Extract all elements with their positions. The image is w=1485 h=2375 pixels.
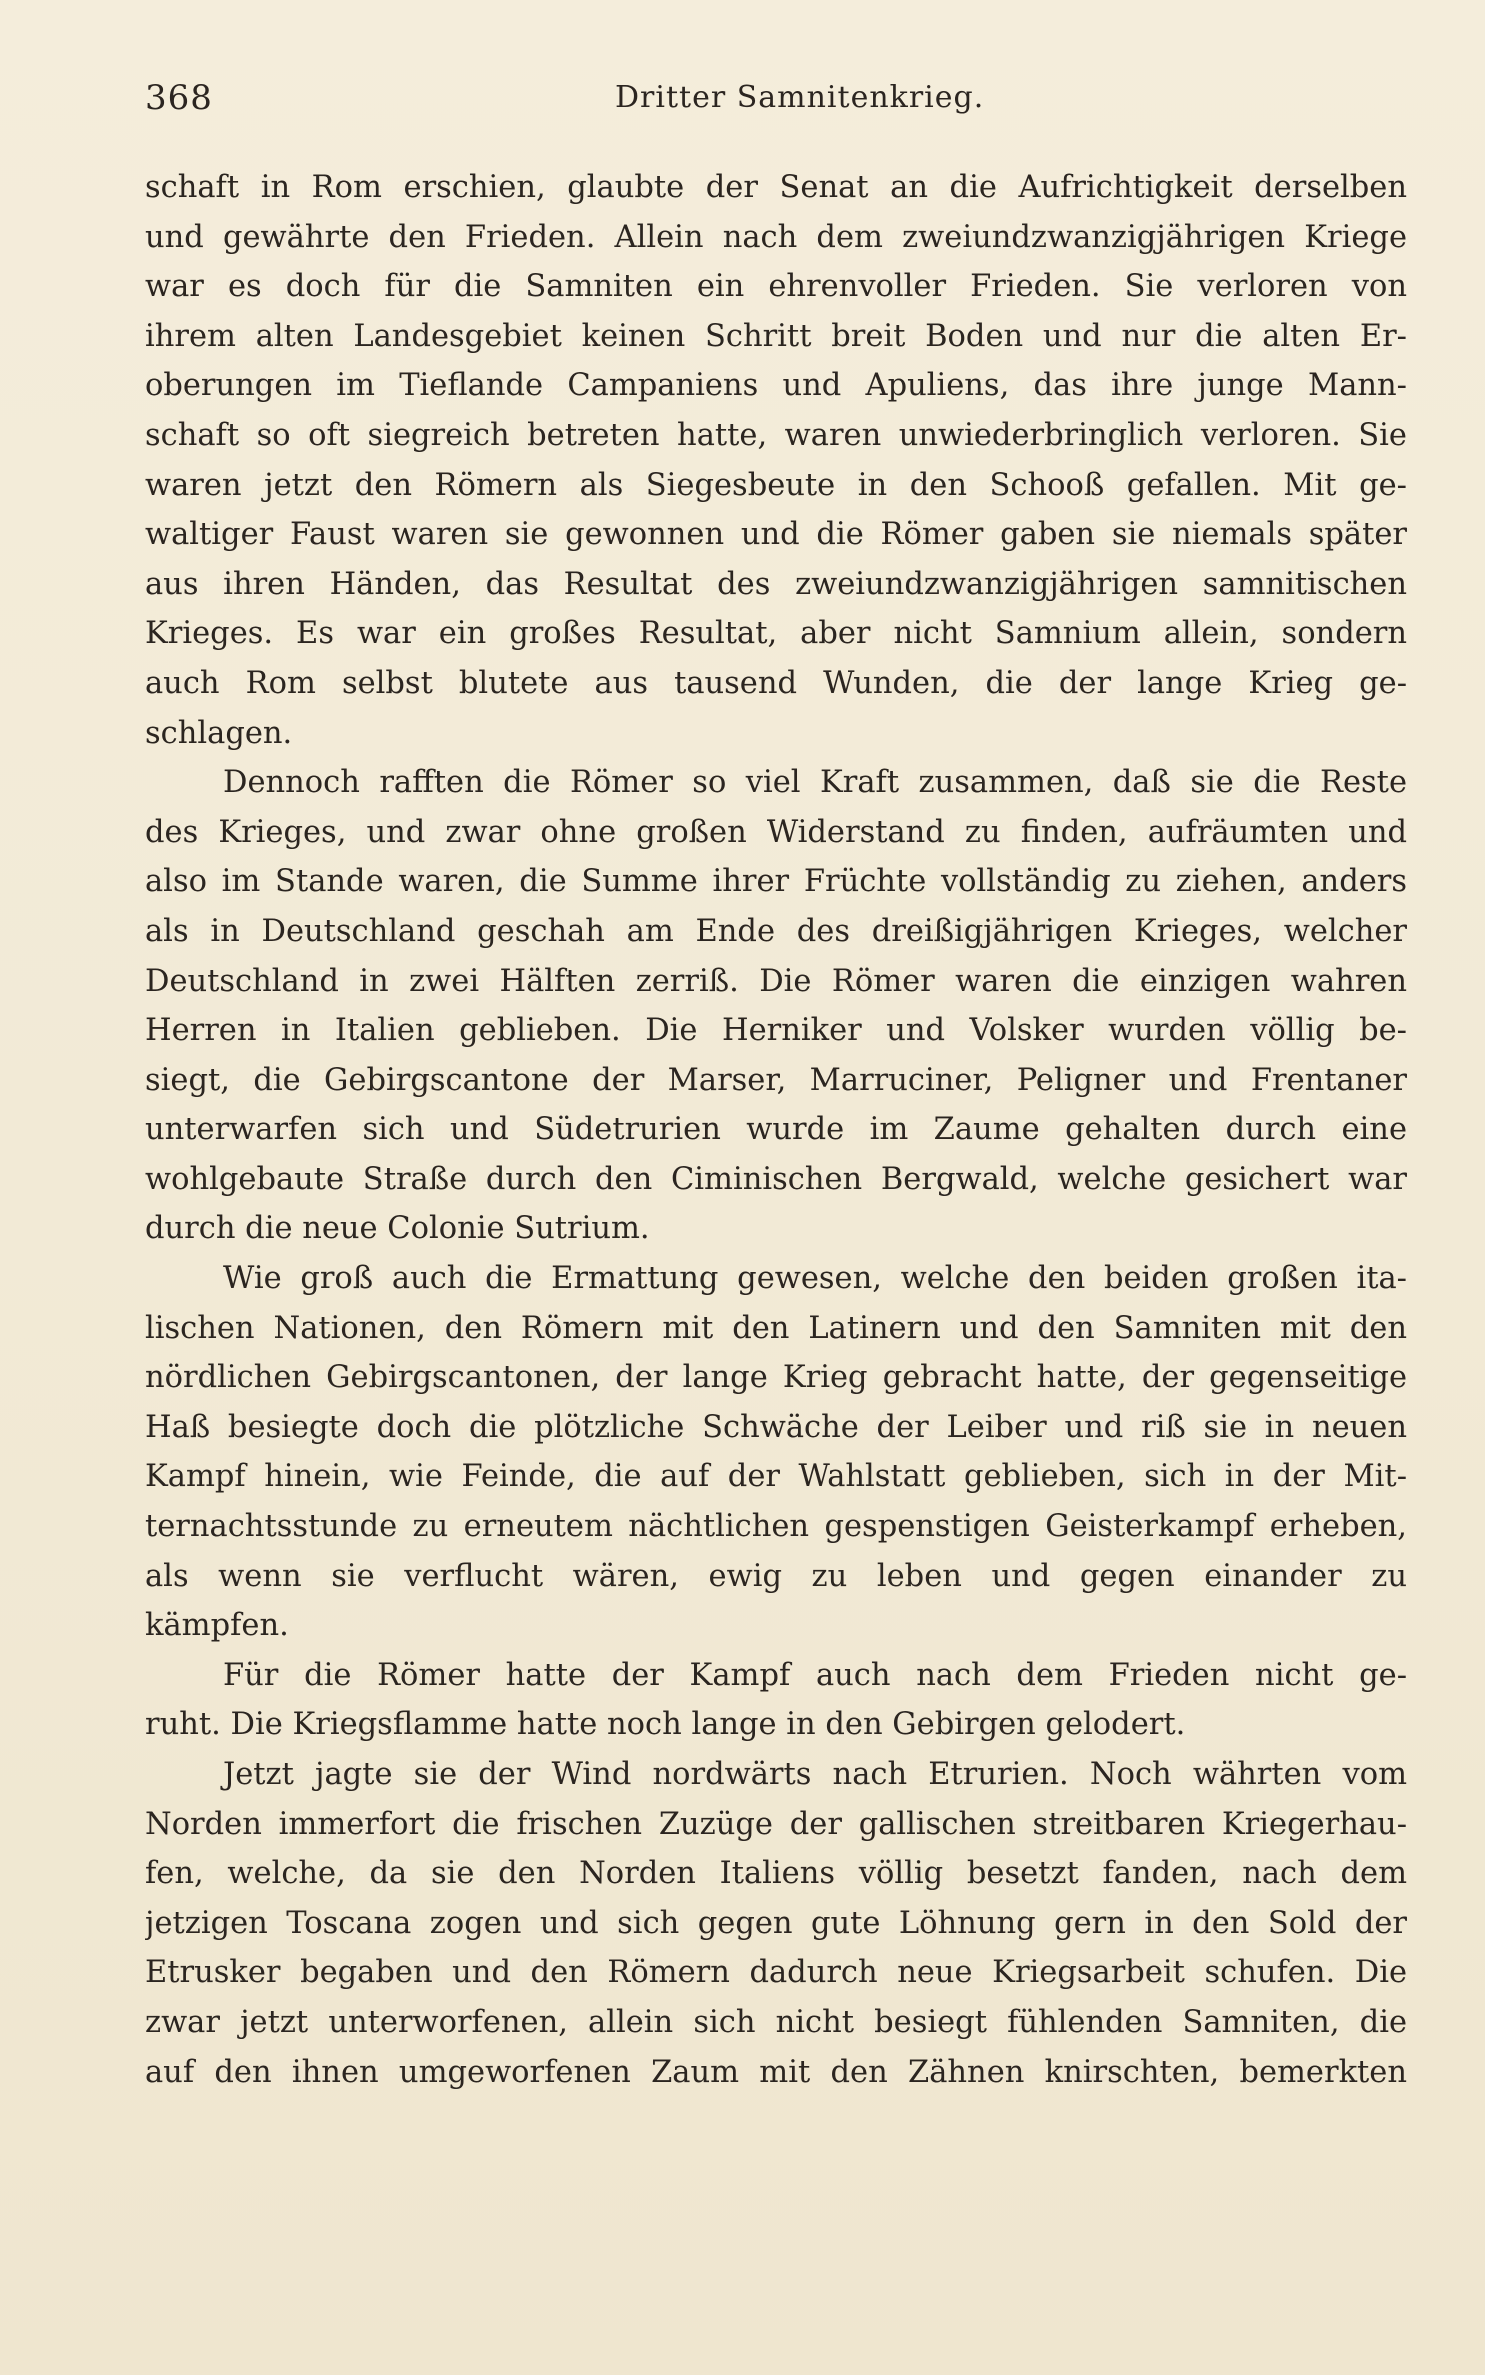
text-line: nördlichen Gebirgscantonen, der lange Krieg gebracht hatte, der gegenseitige — [145, 1360, 1407, 1396]
text-line: schaft so oft siegreich betreten hatte, waren unwiederbringlich verloren. Sie — [145, 417, 1407, 453]
text-line: wohlgebaute Straße durch den Ciminischen Bergwald, welche gesichert war — [145, 1161, 1407, 1197]
text-line: zwar jetzt unterworfenen, allein sich nicht besiegt fühlenden Samniten, die — [145, 2004, 1407, 2040]
text-line: Jetzt jagte sie der Wind nordwärts nach Etrurien. Noch währten vom — [223, 1757, 1407, 1792]
text-line: auch Rom selbst blutete aus tausend Wunden, die der lange Krieg ge- — [145, 665, 1407, 701]
text-line: als in Deutschland geschah am Ende des dreißigjährigen Krieges, welcher — [145, 913, 1407, 949]
page-header — [145, 78, 1407, 128]
text-line: Krieges. Es war ein großes Resultat, aber nicht Samnium allein, sondern — [145, 616, 1407, 652]
text-line: Herren in Italien geblieben. Die Herniker und Volsker wurden völlig be- — [145, 1013, 1407, 1049]
text-line: lischen Nationen, den Römern mit den Latinern und den Samniten mit den — [145, 1310, 1407, 1346]
text-line: war es doch für die Samniten ein ehrenvoller Frieden. Sie verloren von — [145, 269, 1407, 305]
text-line: waltiger Faust waren sie gewonnen und die Römer gaben sie niemals später — [145, 517, 1407, 553]
text-line: also im Stande waren, die Summe ihrer Früchte vollständig zu ziehen, anders — [145, 864, 1407, 900]
text-line: aus ihren Händen, das Resultat des zweiundzwanzigjährigen samnitischen — [145, 566, 1407, 602]
text-line: Etrusker begaben und den Römern dadurch neue Kriegsarbeit schufen. Die — [145, 1955, 1407, 1991]
text-line: Für die Römer hatte der Kampf auch nach dem Frieden nicht ge- — [223, 1657, 1407, 1693]
text-line: kämpfen. — [145, 1608, 289, 1644]
text-line: oberungen im Tieflande Campaniens und Apuliens, das ihre junge Mann- — [145, 368, 1407, 404]
body-text — [145, 163, 1407, 2097]
text-line: siegt, die Gebirgscantone der Marser, Marruciner, Peligner und Frentaner — [145, 1062, 1407, 1098]
text-line: unterwarfen sich und Südetrurien wurde im Zaume gehalten durch eine — [145, 1112, 1407, 1148]
text-line: fen, welche, da sie den Norden Italiens völlig besetzt fanden, nach dem — [145, 1856, 1407, 1892]
text-line: schlagen. — [145, 715, 293, 751]
text-line: ruht. Die Kriegsflamme hatte noch lange in den Gebirgen gelodert. — [145, 1707, 1186, 1743]
page-number: 368 — [145, 78, 213, 118]
running-head: Dritter Samnitenkrieg. — [615, 80, 985, 115]
text-line: Kampf hinein, wie Feinde, die auf der Wahlstatt geblieben, sich in der Mit- — [145, 1459, 1407, 1495]
text-line: waren jetzt den Römern als Siegesbeute in den Schooß gefallen. Mit ge- — [145, 467, 1407, 503]
text-line: Dennoch rafften die Römer so viel Kraft zusammen, daß sie die Reste — [223, 765, 1407, 801]
text-line: Norden immerfort die frischen Zuzüge der gallischen streitbaren Kriegerhau- — [145, 1806, 1407, 1842]
text-line: schaft in Rom erschien, glaubte der Senat an die Aufrichtigkeit derselben — [145, 170, 1407, 205]
text-line: Deutschland in zwei Hälften zerriß. Die Römer waren die einzigen wahren — [145, 963, 1407, 999]
text-line: Wie groß auch die Ermattung gewesen, welche den beiden großen ita- — [223, 1261, 1407, 1297]
text-line: ternachtsstunde zu erneutem nächtlichen gespenstigen Geisterkampf erheben, — [145, 1509, 1407, 1545]
text-line: und gewährte den Frieden. Allein nach dem zweiundzwanzigjährigen Kriege — [145, 219, 1407, 255]
text-line: des Krieges, und zwar ohne großen Widerstand zu finden, aufräumten und — [145, 814, 1407, 850]
text-line: Haß besiegte doch die plötzliche Schwäche der Leiber und riß sie in neuen — [145, 1409, 1407, 1445]
text-line: jetzigen Toscana zogen und sich gegen gute Löhnung gern in den Sold der — [145, 1905, 1407, 1941]
text-line: als wenn sie verflucht wären, ewig zu leben und gegen einander zu — [145, 1558, 1407, 1594]
text-line: durch die neue Colonie Sutrium. — [145, 1211, 650, 1247]
text-line: auf den ihnen umgeworfenen Zaum mit den Zähnen knirschten, bemerkten — [145, 2054, 1407, 2090]
text-line: ihrem alten Landesgebiet keinen Schritt breit Boden und nur die alten Er- — [145, 318, 1407, 354]
